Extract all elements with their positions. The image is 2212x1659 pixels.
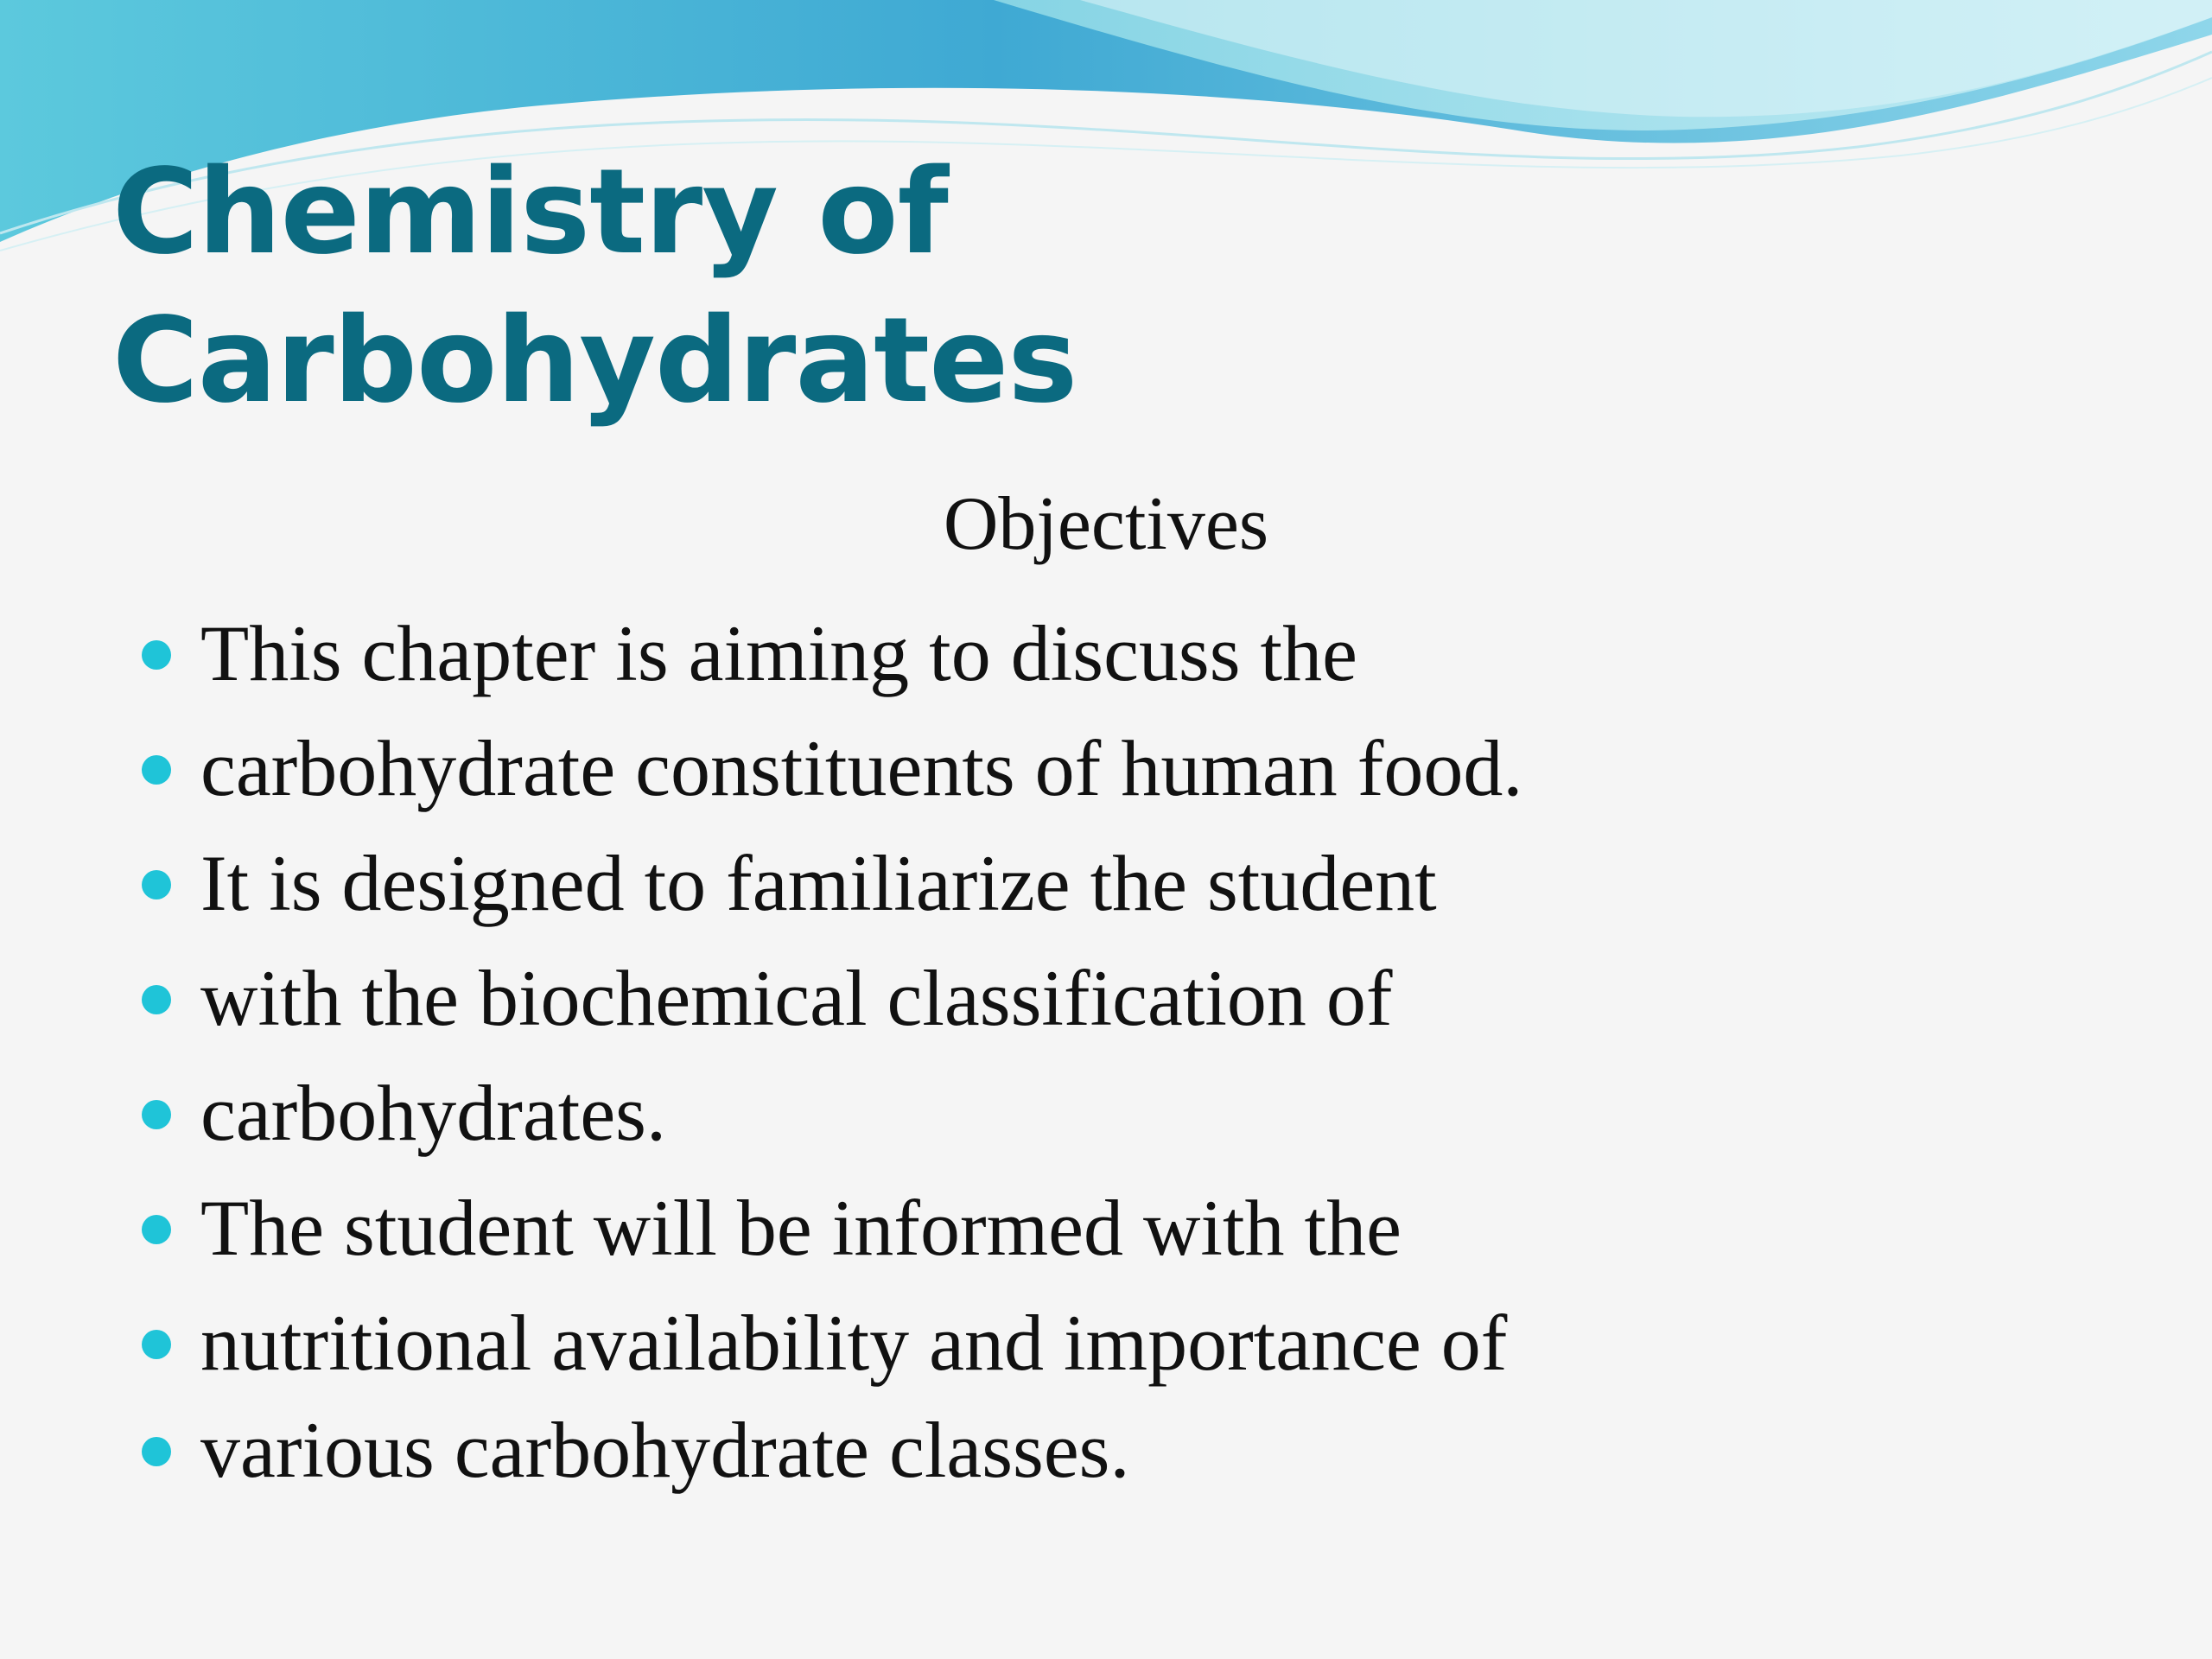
bullet-icon: [142, 1100, 171, 1129]
bullet-item: [138, 1056, 2039, 1171]
bullet-icon: [142, 1330, 171, 1359]
title-line-1: Chemistry of: [112, 144, 948, 281]
bullet-text: nutritional availability and importance of: [200, 1299, 1508, 1387]
bullet-icon: [142, 1215, 171, 1244]
bullet-item: [138, 941, 2039, 1056]
bullet-item: [138, 711, 2039, 826]
bullet-icon: [142, 985, 171, 1014]
bullet-icon: [142, 870, 171, 899]
title-line-2: Carbohydrates: [112, 293, 1077, 429]
bullet-icon: [142, 1437, 171, 1466]
slide-title: [112, 138, 1077, 435]
bullet-text: This chapter is aiming to discuss the: [200, 609, 1357, 697]
bullet-item: [138, 596, 2039, 711]
bullet-icon: [142, 755, 171, 785]
bullet-list: [138, 596, 2039, 1500]
bullet-text: It is designed to familiarize the student: [200, 839, 1437, 927]
slide-subtitle: Objectives: [943, 482, 1269, 566]
bullet-item: [138, 1171, 2039, 1286]
bullet-text: carbohydrates.: [200, 1069, 666, 1157]
bullet-text: with the biochemical classification of: [200, 954, 1393, 1042]
bullet-item: [138, 1286, 2039, 1401]
bullet-item: [138, 1401, 2039, 1500]
bullet-text: carbohydrate constituents of human food.: [200, 724, 1523, 812]
bullet-item: [138, 826, 2039, 941]
bullet-icon: [142, 640, 171, 670]
bullet-text: various carbohydrate classes.: [200, 1406, 1130, 1494]
bullet-text: The student will be informed with the: [200, 1184, 1402, 1272]
